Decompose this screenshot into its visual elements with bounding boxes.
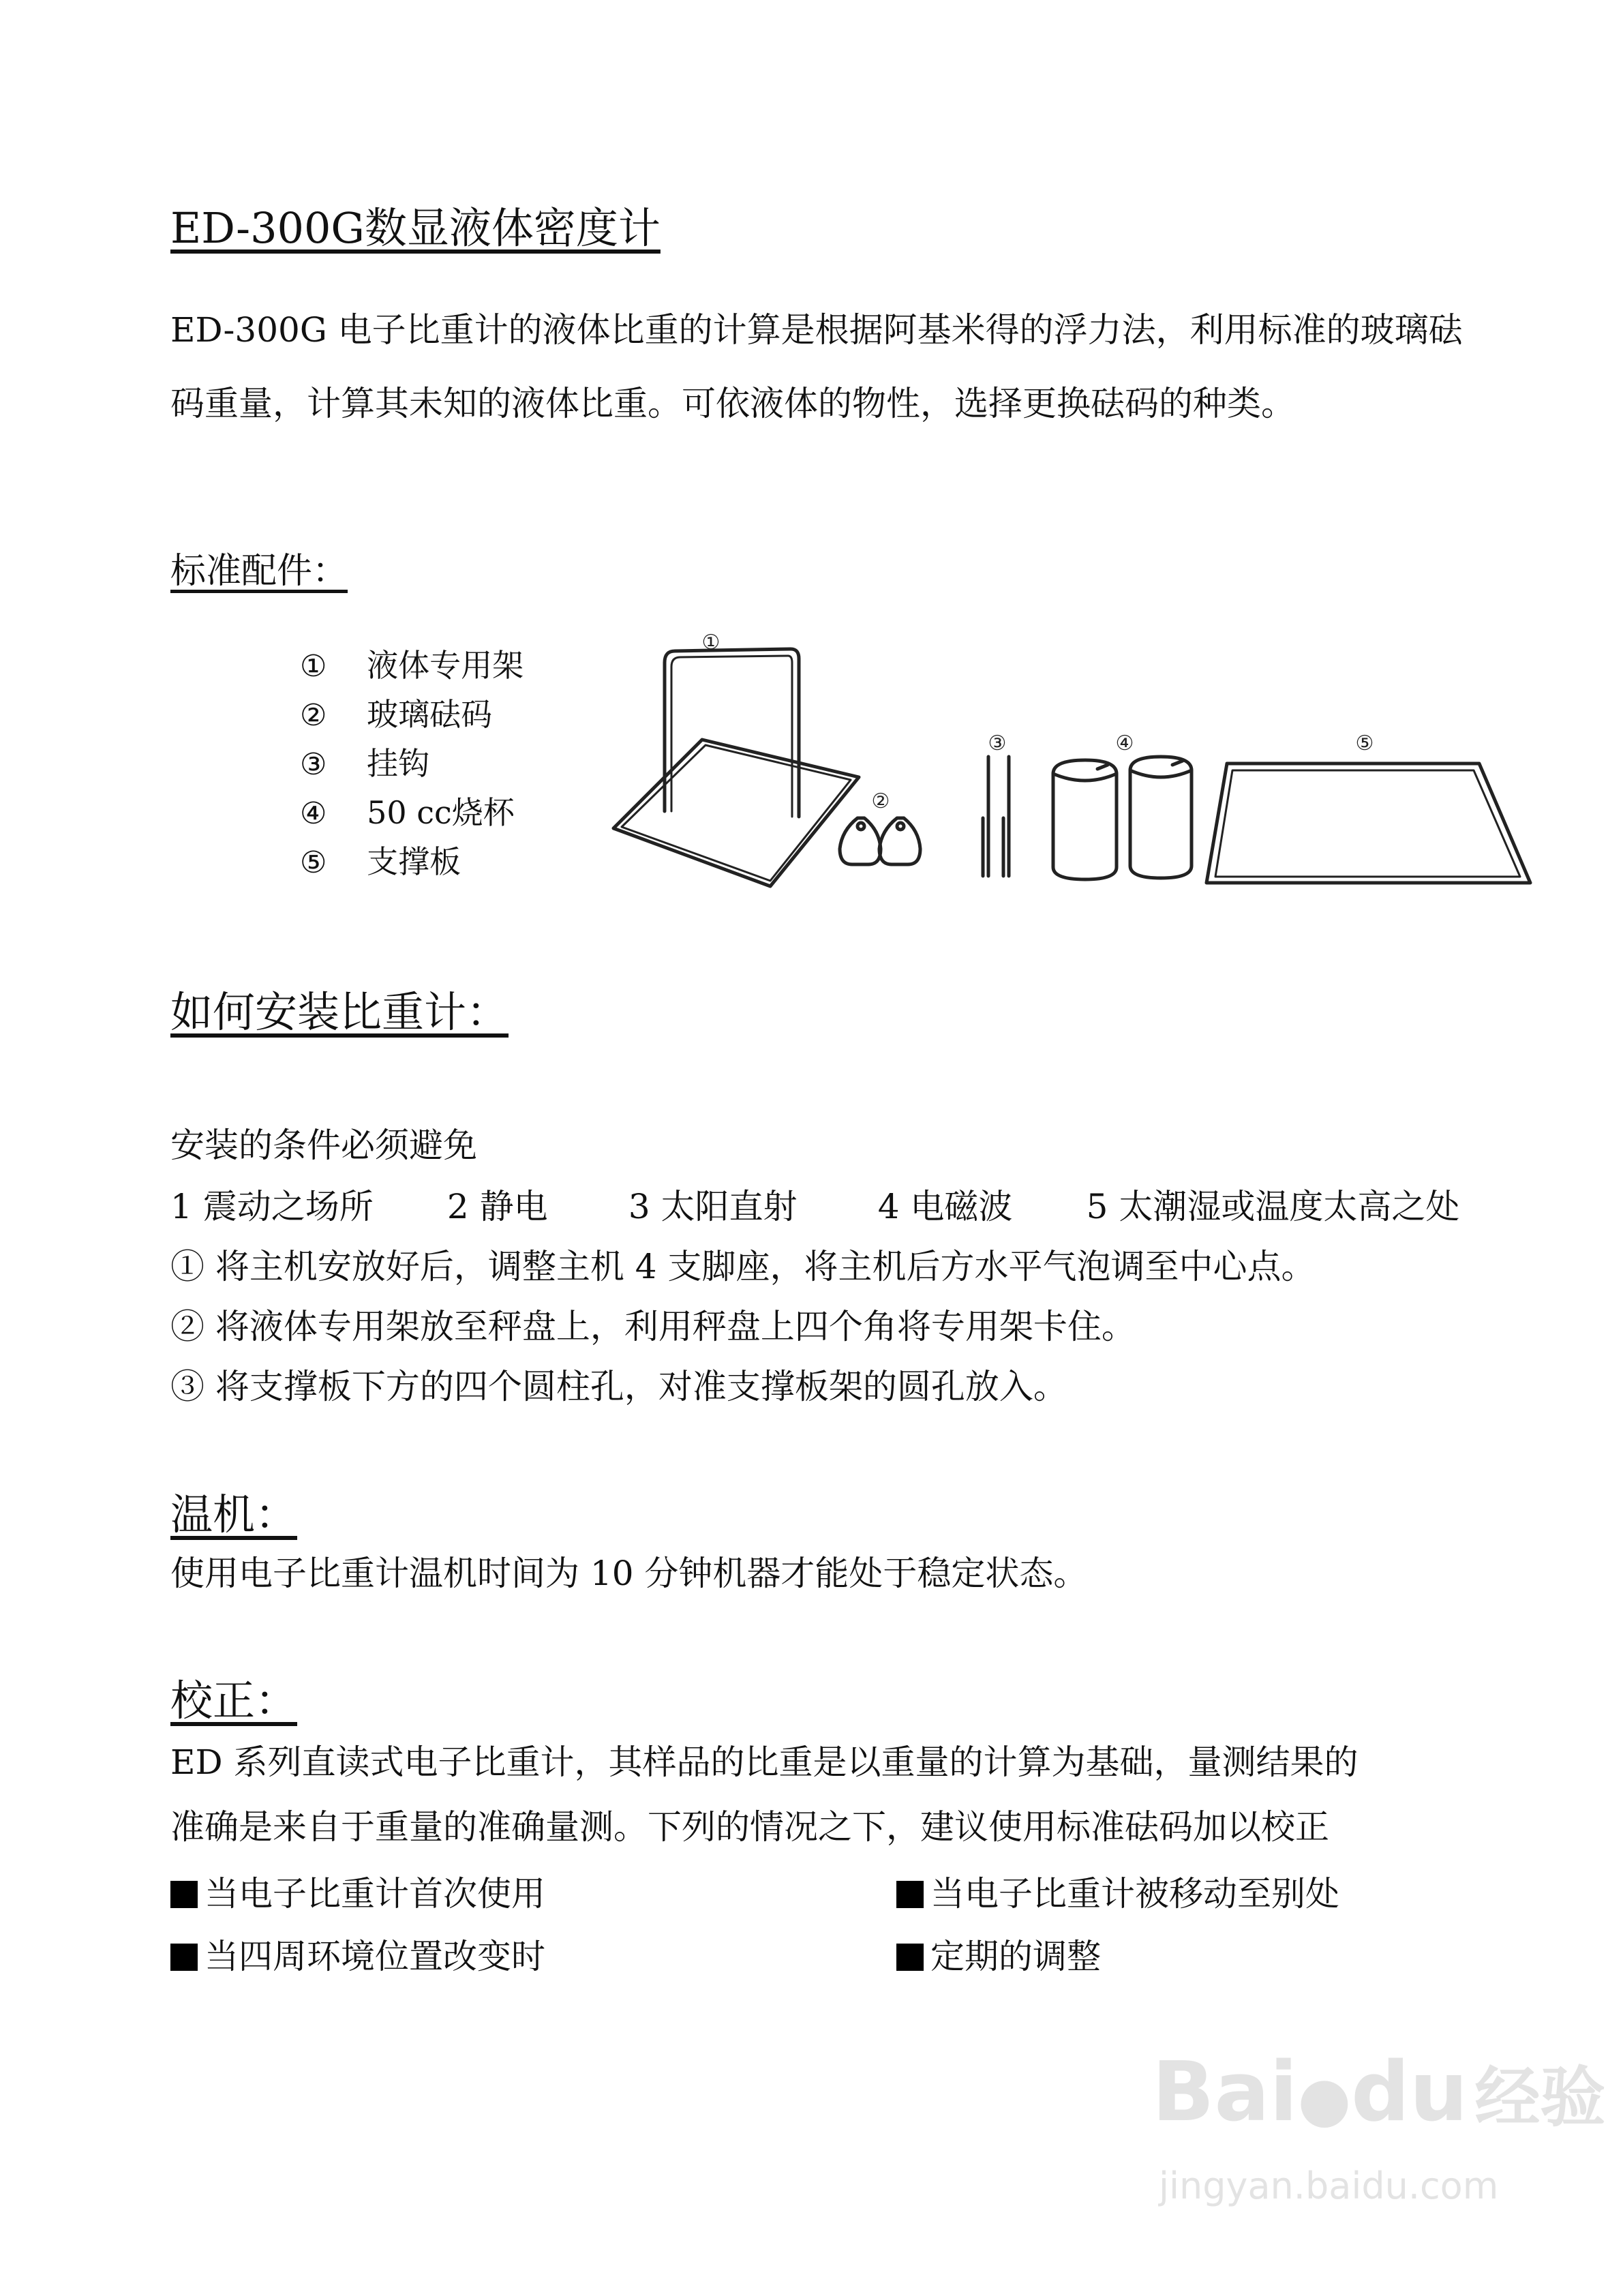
bullet-text: 定期的调整 [930,1937,1101,1976]
accessory-number: ③ [300,747,327,782]
accessory-label: 支撑板 [367,843,461,880]
watermark-brand-cn: 经验 [1474,2059,1606,2136]
watermark-logo [1152,2045,1605,2140]
bullet-square [896,1944,924,1971]
accessory-number: ④ [300,796,327,831]
accessory-item [300,690,492,735]
calibration-line: 准确是来自于重量的准确量测。下列的情况之下，建议使用标准砝码加以校正 [170,1807,1329,1847]
condition-item: 5 太潮湿或温度太高之处 [1086,1187,1460,1226]
figure-label: ② [871,789,890,813]
accessory-label: 挂钩 [367,745,430,782]
install-step: ③ 将支撑板下方的四个圆柱孔，对准支撑板架的圆孔放入。 [170,1367,1067,1406]
glass-weight-drawing [840,818,920,864]
calibration-bullet [170,1929,545,1978]
bullet-square [170,1881,198,1908]
watermark-url: jingyan.baidu.com [1159,2164,1499,2207]
accessory-number: ② [300,698,327,733]
condition-item: 3 太阳直射 [628,1187,798,1226]
accessories-heading: 标准配件： [170,551,348,592]
accessory-label: 50 cc烧杯 [367,794,515,831]
accessory-label: 液体专用架 [367,647,524,684]
warmup-heading: 温机： [170,1490,298,1539]
bullet-square [170,1944,198,1971]
watermark-brand: Bai [1152,2045,1298,2140]
figure-label: ① [701,631,721,654]
avoid-label: 安装的条件必须避免 [170,1126,477,1165]
accessory-number: ⑤ [300,845,327,880]
figure-label: ③ [988,731,1007,755]
paw-icon: ● [1297,2064,1352,2135]
install-heading: 如何安装比重计： [170,987,509,1037]
condition-item: 2 静电 [446,1187,548,1226]
warmup-text: 使用电子比重计温机时间为 10 分钟机器才能处于稳定状态。 [170,1554,1088,1593]
figure-label: ④ [1115,731,1134,755]
accessories-illustration [600,614,1541,907]
bullet-square [896,1881,924,1908]
accessory-item [300,788,515,833]
liquid-frame-drawing [613,649,859,886]
condition-item: 1 震动之场所 [170,1187,374,1226]
figure-label: ⑤ [1355,731,1374,755]
calibration-heading: 校正： [170,1676,298,1725]
bullet-text: 当电子比重计被移动至别处 [930,1874,1339,1914]
accessory-number: ① [300,649,327,684]
beaker-drawing [1053,757,1192,879]
calibration-bullet [896,1929,1101,1978]
install-step: ② 将液体专用架放至秤盘上，利用秤盘上四个角将专用架卡住。 [170,1307,1136,1346]
accessory-label: 玻璃砝码 [367,696,493,733]
support-plate-drawing [1207,764,1530,883]
calibration-bullet [170,1867,545,1916]
bullet-text: 当四周环境位置改变时 [204,1937,545,1976]
install-step: ① 将主机安放好后，调整主机 4 支脚座，将主机后方水平气泡调至中心点。 [170,1247,1316,1286]
calibration-line: ED 系列直读式电子比重计，其样品的比重是以重量的计算为基础，量测结果的 [170,1742,1359,1782]
accessory-item [300,641,524,686]
accessory-item [300,739,429,784]
page-title: ED-300G数显液体密度计 [170,203,661,253]
watermark-brand-2: du [1351,2045,1468,2140]
intro-paragraph: ED-300G 电子比重计的液体比重的计算是根据阿基米得的浮力法，利用标准的玻璃砝码重量，计算其未知的液体比重。可依液体的物性，选择更换砝码的种类。 [170,310,1463,423]
conditions-row [170,1179,1459,1228]
calibration-bullet [896,1867,1339,1916]
bullet-text: 当电子比重计首次使用 [204,1874,545,1914]
hook-drawing [983,757,1009,876]
accessory-item [300,837,461,882]
condition-item: 4 电磁波 [877,1187,1013,1226]
